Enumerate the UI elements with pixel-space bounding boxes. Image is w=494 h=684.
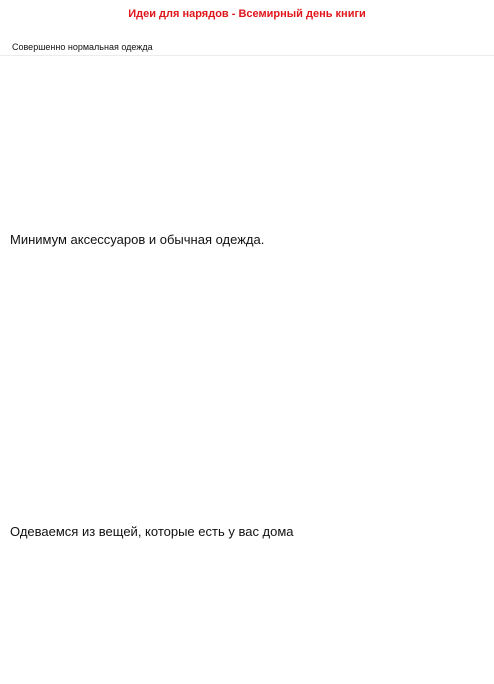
divider — [0, 55, 494, 56]
page-title: Идеи для нарядов - Всемирный день книги — [128, 8, 366, 20]
section-heading: Минимум аксессуаров и обычная одежда. — [10, 232, 265, 247]
page-subtitle: Совершенно нормальная одежда — [12, 42, 153, 52]
section-heading: Одеваемся из вещей, которые есть у вас дома — [10, 524, 294, 539]
